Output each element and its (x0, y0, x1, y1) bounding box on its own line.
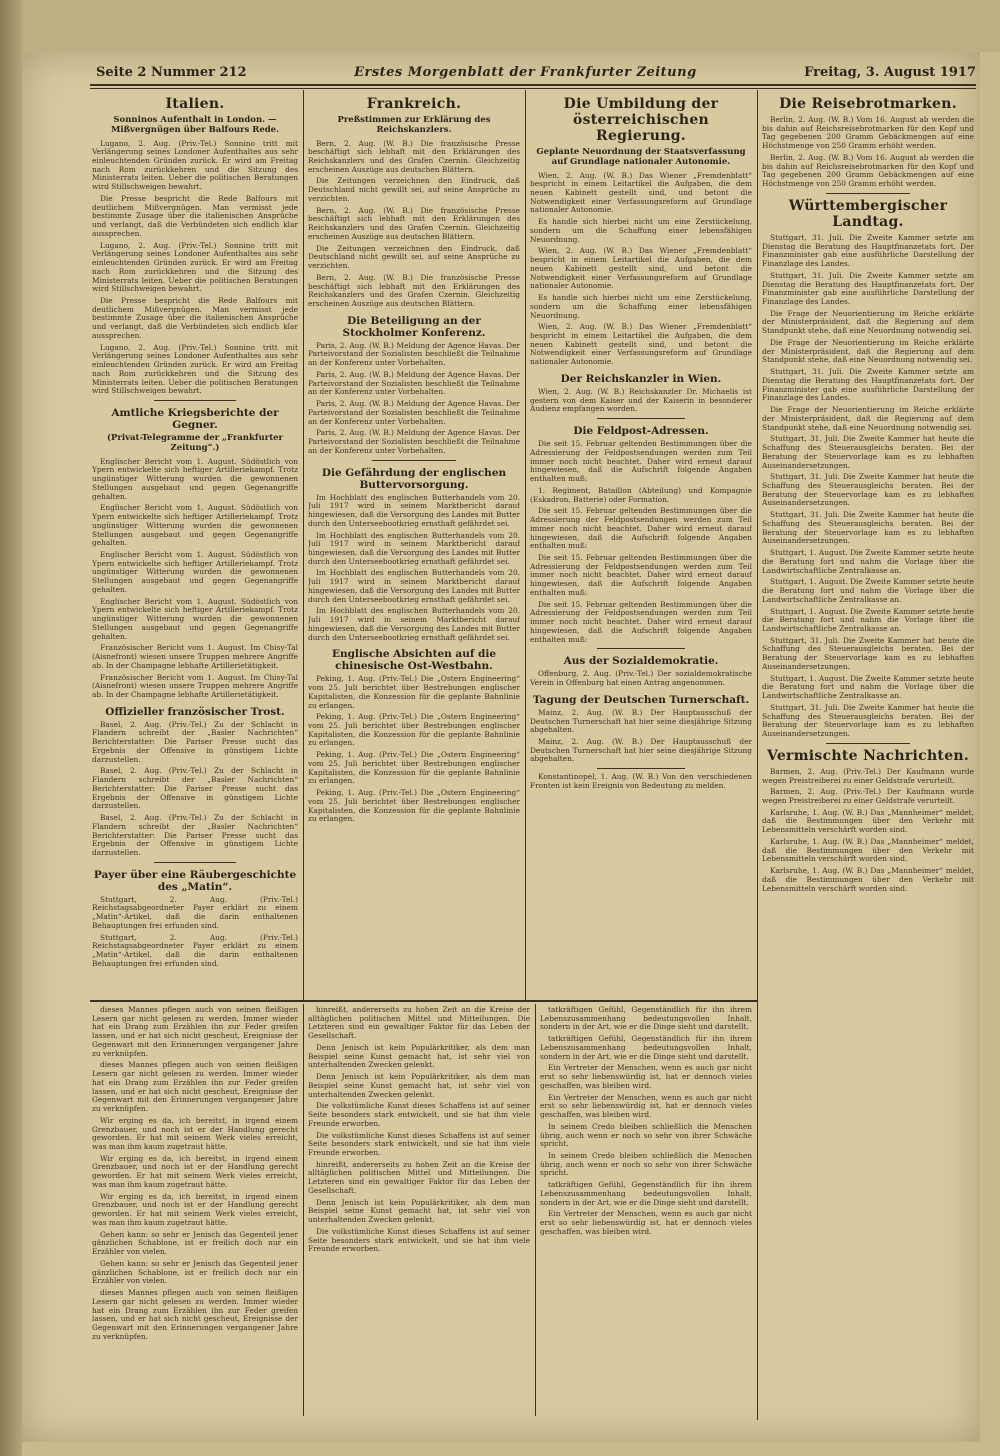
feuilleton-paragraph: hinreißt, andererseits zu hohen Zeit an die Kreise der alltäglichen politischen Mittel und Mitteilungen. Die Letzteren sind ein gewaltiger Faktor für das Leben der Gesellschaft. (308, 1006, 530, 1041)
article-paragraph: Paris, 2. Aug. (W. B.) Meldung der Agence Havas. Der Parteivorstand der Sozialisten beschließt die Teilnahme an der Konferenz unter Vorbehalten. (308, 340, 520, 368)
article-paragraph: Die seit 15. Februar geltenden Bestimmungen über die Adressierung der Feldpostsendungen werden zum Teil immer noch nicht beachtet. Daher wird erneut darauf hingewiesen, daß die Aufschrift folgende Angaben enthalten muß: (530, 599, 752, 644)
headline-payer: Payer über eine Räubergeschichte des „Matin“. (93, 868, 297, 893)
newspaper-title: Erstes Morgenblatt der Frankfurter Zeitung (354, 64, 697, 80)
section-divider (597, 418, 686, 419)
feuilleton-paragraph: In seinem Credo bleiben schließlich die Menschen übrig, auch wenn er noch so sehr von ihrer Schwäche spricht. (540, 1151, 752, 1178)
headline-trost: Offizieller französischer Trost. (105, 705, 285, 718)
article-paragraph: Englischer Bericht vom 1. August. Südöstlich von Ypern entwickelte sich heftiger Artilleriekampf. Trotz ungünstiger Witterung wurden die gewonnenen Stellungen ausgebaut und gegen Gegenangriffe gehalten. (92, 549, 298, 594)
section-divider (154, 862, 236, 863)
feuilleton-column-2 (308, 1006, 530, 1416)
article-paragraph: Barmen, 2. Aug. (Priv.-Tel.) Der Kaufmann wurde wegen Preistreiberei zu einer Geldstrafe verurteilt. (762, 766, 974, 785)
article-paragraph: Englischer Bericht vom 1. August. Südöstlich von Ypern entwickelte sich heftiger Artilleriekampf. Trotz ungünstiger Witterung wurden die gewonnenen Stellungen ausgebaut und gegen Gegenangriffe gehalten. (92, 456, 298, 501)
feuilleton-paragraph: hinreißt, andererseits zu hohen Zeit an die Kreise der alltäglichen politischen Mittel und Mitteilungen. Die Letzteren sind ein gewaltiger Faktor für das Leben der Gesellschaft. (308, 1159, 530, 1195)
article-paragraph: Stuttgart, 31. Juli. Die Zweite Kammer hat heute die Schaffung des Steuerausgleichs beraten. Bei der Beratung der Steuervorlage kam es zu lebhaften Auseinandersetzungen. (762, 472, 974, 508)
headline-vermischte: Vermischte Nachrichten. (766, 747, 970, 764)
article-paragraph: Die Zeitungen verzeichnen den Eindruck, daß Deutschland nicht gewillt sei, auf seine Ansprüche zu verzichten. (308, 176, 520, 203)
subhead-neuordnung: Geplante Neuordnung der Staatsverfassung auf Grundlage nationaler Autonomie. (536, 147, 746, 167)
article-paragraph: Mainz, 2. Aug. (W. B.) Der Hauptausschuß der Deutschen Turnerschaft hat hier seine diesjährige Sitzung abgehalten. (530, 707, 752, 735)
article-paragraph: Stuttgart, 31. Juli. Die Zweite Kammer setzte am Dienstag die Beratung des Hauptfinanzetats fort. Der Finanzminister gab eine ausführliche Darstellung der Finanzlage des Landes. (762, 367, 974, 403)
feuilleton-divider-1 (303, 1004, 304, 1416)
feuilleton-paragraph: Denn Jenisch ist kein Populärkritiker, als dem man Beispiel seine Kunst gemacht hat, ist sehr viel von unterhaltenden Zwecken gelenkt. (308, 1197, 530, 1225)
article-paragraph: Basel, 2. Aug. (Priv.-Tel.) Zu der Schlacht in Flandern schreibt der „Basler Nachrichten“ Berichterstatter: Die Pariser Presse sucht das Ergebnis der Offensive in günstigem Lichte darzustellen. (92, 813, 298, 857)
feuilleton-paragraph: Ein Vertreter der Menschen, wenn es auch gar nicht erst so sehr liebenswürdig ist, hat er dennoch vieles geschaffen, was bleiben wird. (540, 1092, 752, 1120)
article-paragraph: Wien, 2. Aug. (W. B.) Das Wiener „Fremdenblatt“ bespricht in einem Leitartikel die Aufgaben, die dem neuen Kabinett gestellt sind, und betont die Notwendigkeit einer Verfassungsreform auf Grundlage nationaler Autonomie. (530, 246, 752, 291)
article-paragraph: Offenburg, 2. Aug. (Priv.-Tel.) Der sozialdemokratische Verein in Offenburg hat einen Antrag angenommen. (530, 669, 752, 688)
article-paragraph: Französischer Bericht vom 1. August. Im Chisy-Tal (Aisnefront) wiesen unsere Truppen mehrere Angriffe ab. In der Champagne lebhafte Artillerietätigkeit. (92, 643, 298, 670)
article-paragraph: Lugano, 2. Aug. (Priv.-Tel.) Sonnino tritt mit Verlängerung seines Londoner Aufenthaltes aus sehr einleuchtenden Gründen zurück. Er wird am Freitag nach Rom zurückkehren und die Sitzung des Ministerrats leiten. Ueber die politischen Beratungen wird Stillschweigen bewahrt. (92, 342, 298, 396)
article-paragraph: Stuttgart, 2. Aug. (Priv.-Tel.) Reichstagsabgeordneter Payer erklärt zu einem „Matin“-Artikel, daß die darin enthaltenen Behauptungen frei erfunden sind. (92, 894, 298, 930)
article-paragraph: Stuttgart, 1. August. Die Zweite Kammer setzte heute die Beratung fort und nahm die Vorlage über die Landwirtschaftliche Zentralkasse an. (762, 548, 974, 575)
feuilleton-paragraph: tatkräftigen Gefühl, Gegenständlich für ihn ihrem Lebenszusammenhang bedeutungsvollen Inhalt, sondern in der Art, wie er die Dinge sieht und darstellt. (540, 1034, 752, 1061)
feuilleton-paragraph: dieses Mannes pflegen auch von seinen fleißigen Lesern gar nicht gelesen zu werden. Immer wieder hat ein Drang zum Erzählen ihn zur Feder greifen lassen, und er hat sich nicht gescheut, Ereignisse der Gegenwart mit den Erinnerungen vergangener Jahre zu verknüpfen. (92, 1060, 298, 1114)
binding-gutter (0, 0, 22, 1456)
article-paragraph: Stuttgart, 2. Aug. (Priv.-Tel.) Reichstagsabgeordneter Payer erklärt zu einem „Matin“-Artikel, daß die darin enthaltenen Behauptungen frei erfunden sind. (92, 932, 298, 968)
article-paragraph: Stuttgart, 31. Juli. Die Zweite Kammer hat heute die Schaffung des Steuerausgleichs beraten. Bei der Beratung der Steuervorlage kam es zu lebhaften Auseinandersetzungen. (762, 510, 974, 546)
column-divider-1 (303, 90, 304, 1000)
article-paragraph: Wien, 2. Aug. (W. B.) Reichskanzler Dr. Michaelis ist gestern von dem Kaiser und der Kaiserin in besonderer Audienz empfangen worden. (530, 386, 752, 414)
article-paragraph: Bern, 2. Aug. (W. B.) Die französische Presse beschäftigt sich lebhaft mit den Erklärungen des Reichskanzlers und des Grafen Czernin. Gleichzeitig erscheinen Auszüge aus deutschen Blättern. (308, 272, 520, 309)
headline-turnerschaft: Tagung der Deutschen Turnerschaft. (532, 693, 750, 706)
article-paragraph: Die Presse bespricht die Rede Balfours mit deutlichem Mißvergnügen. Man vermisst jede bestimmte Zusage über die italienischen Ansprüche und verlangt, daß die Verbündeten sich endlich klar aussprechen. (92, 193, 298, 238)
section-divider (597, 648, 686, 649)
feuilleton-paragraph: tatkräftigen Gefühl, Gegenständlich für ihn ihrem Lebenszusammenhang bedeutungsvollen Inhalt, sondern in der Art, wie er die Dinge sieht und darstellt. (540, 1006, 752, 1032)
feuilleton-paragraph: Wir erging es da, ich bereitst, in irgend einem Grenzbauer, und noch ist er der Handlung gerecht geworden. Er hat mit seinem Werk vieles erreicht, was man ihm kaum zugetraut hätte. (92, 1191, 298, 1227)
feuilleton-column-3 (540, 1006, 752, 1416)
feuilleton-paragraph: Gehen kann: so sehr er Jenisch das Gegenteil jener gänzlichen Schablone, ist er freilich doch nur ein Erzähler von vielen. (92, 1229, 298, 1257)
article-paragraph: Im Hochblatt des englischen Butterhandels vom 20. Juli 1917 wird in seinem Marktbericht darauf hingewiesen, daß die Versorgung des Landes mit Butter durch den Unterseebootkrieg ernsthaft gefährdet sei. (308, 606, 520, 642)
section-divider (826, 193, 911, 194)
column-frankreich (308, 92, 520, 996)
column-reisebrot (762, 92, 974, 1422)
feuilleton-divider-2 (535, 1004, 536, 1416)
headline-kriegsberichte: Amtliche Kriegsberichte der Gegner. (111, 407, 279, 432)
article-paragraph: Stuttgart, 1. August. Die Zweite Kammer setzte heute die Beratung fort und nahm die Vorlage über die Landwirtschaftliche Zentralkasse an. (762, 673, 974, 701)
article-paragraph: Mainz, 2. Aug. (W. B.) Der Hauptausschuß der Deutschen Turnerschaft hat hier seine diesjährige Sitzung abgehalten. (530, 736, 752, 764)
article-paragraph: Französischer Bericht vom 1. August. Im Chisy-Tal (Aisnefront) wiesen unsere Truppen mehrere Angriffe ab. In der Champagne lebhafte Artillerietätigkeit. (92, 672, 298, 699)
article-paragraph: Karlsruhe, 1. Aug. (W. B.) Das „Mannheimer“ meldet, daß die Bestimmungen über den Verkehr mit Lebensmitteln verschärft worden sind. (762, 807, 974, 835)
article-paragraph: Stuttgart, 1. August. Die Zweite Kammer setzte heute die Beratung fort und nahm die Vorlage über die Landwirtschaftliche Zentralkasse an. (762, 606, 974, 633)
feuilleton-paragraph: Gehen kann: so sehr er Jenisch das Gegenteil jener gänzlichen Schablone, ist er freilich doch nur ein Erzähler von vielen. (92, 1258, 298, 1286)
masthead-rule-thin (90, 88, 976, 89)
feuilleton-paragraph: Die volkstümliche Kunst dieses Schaffens ist auf seiner Seite besonders stark entwickelt, und sie hat ihm viele Freunde erworben. (308, 1130, 530, 1158)
article-paragraph: Paris, 2. Aug. (W. B.) Meldung der Agence Havas. Der Parteivorstand der Sozialisten beschließt die Teilnahme an der Konferenz unter Vorbehalten. (308, 369, 520, 397)
article-paragraph: Die Frage der Neuorientierung im Reiche erklärte der Ministerpräsident, daß die Regierung auf dem Standpunkt stehe, daß eine Neuordnung notwendig sei. (762, 308, 974, 336)
column-divider-2 (525, 90, 526, 1000)
feuilleton-paragraph: In seinem Credo bleiben schließlich die Menschen übrig, auch wenn er noch so sehr von ihrer Schwäche spricht. (540, 1121, 752, 1149)
column-italien (92, 92, 298, 996)
headline-stockholm: Die Beteiligung an der Stockholmer Konferenz. (342, 314, 486, 339)
feuilleton-paragraph: dieses Mannes pflegen auch von seinen fleißigen Lesern gar nicht gelesen zu werden. Immer wieder hat ein Drang zum Erzählen ihn zur Feder greifen lassen, und er hat sich nicht gescheut, Ereignisse der Gegenwart mit den Erinnerungen vergangener Jahre zu verknüpfen. (92, 1288, 298, 1341)
article-paragraph: Stuttgart, 31. Juli. Die Zweite Kammer hat heute die Schaffung des Steuerausgleichs beraten. Bei der Beratung der Steuervorlage kam es zu lebhaften Auseinandersetzungen. (762, 434, 974, 470)
feuilleton-paragraph: dieses Mannes pflegen auch von seinen fleißigen Lesern gar nicht gelesen zu werden. Immer wieder hat ein Drang zum Erzählen ihn zur Feder greifen lassen, und er hat sich nicht gescheut, Ereignisse der Gegenwart mit den Erinnerungen vergangener Jahre zu verknüpfen. (92, 1006, 298, 1058)
headline-butter: Die Gefährdung der englischen Buttervorsorgung. (321, 466, 507, 491)
subhead-telegramme: (Privat-Telegramme der „Frankfurter Zeitung“.) (106, 433, 284, 453)
subhead-sonnino: Sonninos Aufenthalt in London. — Mißvergnügen über Balfours Rede. (110, 115, 280, 135)
article-paragraph: Die seit 15. Februar geltenden Bestimmungen über die Adressierung der Feldpostsendungen werden zum Teil immer noch nicht beachtet. Daher wird erneut darauf hingewiesen, daß die Aufschrift folgende Angaben enthalten muß: (530, 506, 752, 551)
article-paragraph: 1. Regiment, Bataillon (Abteilung) und Kompagnie (Eskadron, Batterie) oder Formation. (530, 485, 752, 504)
article-paragraph: Berlin, 2. Aug. (W. B.) Vom 16. August ab werden die bis dahin auf Reichsreisebrotmarken für den Kopf und Tag gegebenen 200 Gramm Gebäckmengen auf eine Höchstmenge von 250 Gramm erhöht werden. (762, 115, 974, 151)
subhead-pressstimmen: Preßstimmen zur Erklärung des Reichskanzlers. (337, 115, 491, 135)
article-paragraph: Es handle sich hierbei nicht um eine Zerstückelung, sondern um die Schaffung einer lebensfähigen Neuordnung. (530, 217, 752, 244)
article-paragraph: Wien, 2. Aug. (W. B.) Das Wiener „Fremdenblatt“ bespricht in einem Leitartikel die Aufgaben, die dem neuen Kabinett gestellt sind, und betont die Notwendigkeit einer Verfassungsreform auf Grundlage nationaler Autonomie. (530, 170, 752, 215)
feuilleton-paragraph: Denn Jenisch ist kein Populärkritiker, als dem man Beispiel seine Kunst gemacht hat, ist sehr viel von unterhaltenden Zwecken gelenkt. (308, 1042, 530, 1070)
article-paragraph: Karlsruhe, 1. Aug. (W. B.) Das „Mannheimer“ meldet, daß die Bestimmungen über den Verkehr mit Lebensmitteln verschärft worden sind. (762, 836, 974, 864)
article-paragraph: Die Zeitungen verzeichnen den Eindruck, daß Deutschland nicht gewillt sei, auf seine Ansprüche zu verzichten. (308, 243, 520, 271)
article-paragraph: Die Frage der Neuorientierung im Reiche erklärte der Ministerpräsident, daß die Regierung auf dem Standpunkt stehe, daß eine Neuordnung notwendig sei. (762, 405, 974, 432)
article-paragraph: Berlin, 2. Aug. (W. B.) Vom 16. August ab werden die bis dahin auf Reichsreisebrotmarken für den Kopf und Tag gegebenen 200 Gramm Gebäckmengen auf eine Höchstmenge von 250 Gramm erhöht werden. (762, 152, 974, 189)
article-paragraph: Stuttgart, 31. Juli. Die Zweite Kammer setzte am Dienstag die Beratung des Hauptfinanzetats fort. Der Finanzminister gab eine ausführliche Darstellung der Finanzlage des Landes. (762, 232, 974, 269)
article-paragraph: Basel, 2. Aug. (Priv.-Tel.) Zu der Schlacht in Flandern schreibt der „Basler Nachrichten“ Berichterstatter: Die Pariser Presse sucht das Ergebnis der Offensive in günstigem Lichte darzustellen. (92, 719, 298, 764)
column-divider-3 (757, 90, 758, 1420)
article-paragraph: Stuttgart, 31. Juli. Die Zweite Kammer hat heute die Schaffung des Steuerausgleichs beraten. Bei der Beratung der Steuervorlage kam es zu lebhaften Auseinandersetzungen. (762, 702, 974, 739)
article-paragraph: Barmen, 2. Aug. (Priv.-Tel.) Der Kaufmann wurde wegen Preistreiberei zu einer Geldstrafe verurteilt. (762, 787, 974, 805)
feuilleton-paragraph: Die volkstümliche Kunst dieses Schaffens ist auf seiner Seite besonders stark entwickelt, und sie hat ihm viele Freunde erworben. (308, 1226, 530, 1254)
article-paragraph: Stuttgart, 1. August. Die Zweite Kammer setzte heute die Beratung fort und nahm die Vorlage über die Landwirtschaftliche Zentralkasse an. (762, 577, 974, 604)
article-paragraph: Stuttgart, 31. Juli. Die Zweite Kammer setzte am Dienstag die Beratung des Hauptfinanzetats fort. Der Finanzminister gab eine ausführliche Darstellung der Finanzlage des Landes. (762, 270, 974, 307)
article-paragraph: Die seit 15. Februar geltenden Bestimmungen über die Adressierung der Feldpostsendungen werden zum Teil immer noch nicht beachtet. Daher wird erneut darauf hingewiesen, daß die Aufschrift folgende Angaben enthalten muß: (530, 439, 752, 484)
headline-landtag: Württembergischer Landtag. (788, 197, 948, 230)
article-paragraph: Bern, 2. Aug. (W. B.) Die französische Presse beschäftigt sich lebhaft mit den Erklärungen des Reichskanzlers und des Grafen Czernin. Gleichzeitig erscheinen Auszüge aus deutschen Blättern. (308, 205, 520, 241)
scan-top-band (0, 0, 1000, 52)
article-paragraph: Peking, 1. Aug. (Priv.-Tel.) Die „Ostern Engineering“ vom 25. Juli berichtet über Bestrebungen englischer Kapitalisten, die Konzession für die geplante Bahnlinie zu erlangen. (308, 674, 520, 710)
feuilleton-rule (90, 1000, 757, 1002)
article-paragraph: Lugano, 2. Aug. (Priv.-Tel.) Sonnino tritt mit Verlängerung seines Londoner Aufenthaltes aus sehr einleuchtenden Gründen zurück. Er wird am Freitag nach Rom zurückkehren und die Sitzung des Ministerrats leiten. Ueber die politischen Beratungen wird Stillschweigen bewahrt. (92, 240, 298, 294)
article-paragraph: Im Hochblatt des englischen Butterhandels vom 20. Juli 1917 wird in seinem Marktbericht darauf hingewiesen, daß die Versorgung des Landes mit Butter durch den Unterseebootkrieg ernsthaft gefährdet sei. (308, 568, 520, 604)
feuilleton-paragraph: Ein Vertreter der Menschen, wenn es auch gar nicht erst so sehr liebenswürdig ist, hat er dennoch vieles geschaffen, was bleiben wird. (540, 1209, 752, 1236)
section-divider (154, 400, 236, 401)
article-paragraph: Die seit 15. Februar geltenden Bestimmungen über die Adressierung der Feldpostsendungen werden zum Teil immer noch nicht beachtet. Daher wird erneut darauf hingewiesen, daß die Aufschrift folgende Angaben enthalten muß: (530, 552, 752, 597)
article-paragraph: Im Hochblatt des englischen Butterhandels vom 20. Juli 1917 wird in seinem Marktbericht darauf hingewiesen, daß die Versorgung des Landes mit Butter durch den Unterseebootkrieg ernsthaft gefährdet sei. (308, 492, 520, 528)
section-divider (826, 743, 911, 744)
headline-feldpost: Die Feldpost-Adressen. (573, 425, 709, 438)
headline-umbildung: Die Umbildung der österreichischen Regierung. (563, 96, 719, 144)
article-paragraph: Die Presse bespricht die Rede Balfours mit deutlichem Mißvergnügen. Man vermisst jede bestimmte Zusage über die italienischen Ansprüche und verlangt, daß die Verbündeten sich endlich klar aussprechen. (92, 296, 298, 340)
article-paragraph: Basel, 2. Aug. (Priv.-Tel.) Zu der Schlacht in Flandern schreibt der „Basler Nachrichten“ Berichterstatter: Die Pariser Presse sucht das Ergebnis der Offensive in günstigem Lichte darzustellen. (92, 766, 298, 811)
issue-date: Freitag, 3. August 1917 (804, 64, 976, 80)
article-paragraph: Paris, 2. Aug. (W. B.) Meldung der Agence Havas. Der Parteivorstand der Sozialisten beschließt die Teilnahme an der Konferenz unter Vorbehalten. (308, 399, 520, 426)
headline-italien: Italien. (165, 96, 225, 112)
headline-ostwestbahn: Englische Absichten auf die chinesische Ost-Westbahn. (331, 648, 497, 673)
feuilleton-paragraph: Wir erging es da, ich bereitst, in irgend einem Grenzbauer, und noch ist er der Handlung gerecht geworden. Er hat mit seinem Werk vieles erreicht, was man ihm kaum zugetraut hätte. (92, 1153, 298, 1189)
article-paragraph: Es handle sich hierbei nicht um eine Zerstückelung, sondern um die Schaffung einer lebensfähigen Neuordnung. (530, 293, 752, 320)
article-paragraph: Paris, 2. Aug. (W. B.) Meldung der Agence Havas. Der Parteivorstand der Sozialisten beschließt die Teilnahme an der Konferenz unter Vorbehalten. (308, 428, 520, 455)
feuilleton-paragraph: tatkräftigen Gefühl, Gegenständlich für ihn ihrem Lebenszusammenhang bedeutungsvollen Inhalt, sondern in der Art, wie er die Dinge sieht und darstellt. (540, 1180, 752, 1207)
feuilleton-column-1 (92, 1006, 298, 1416)
headline-reichskanzler-wien: Der Reichskanzler in Wien. (560, 372, 722, 385)
page-masthead (96, 60, 976, 84)
article-paragraph: Im Hochblatt des englischen Butterhandels vom 20. Juli 1917 wird in seinem Marktbericht darauf hingewiesen, daß die Versorgung des Landes mit Butter durch den Unterseebootkrieg ernsthaft gefährdet sei. (308, 530, 520, 566)
headline-frankreich: Frankreich. (366, 96, 462, 112)
article-paragraph: Peking, 1. Aug. (Priv.-Tel.) Die „Ostern Engineering“ vom 25. Juli berichtet über Bestrebungen englischer Kapitalisten, die Konzession für die geplante Bahnlinie zu erlangen. (308, 750, 520, 786)
article-paragraph: Die Frage der Neuorientierung im Reiche erklärte der Ministerpräsident, daß die Regierung auf dem Standpunkt stehe, daß eine Neuordnung notwendig sei. (762, 337, 974, 365)
feuilleton-paragraph: Denn Jenisch ist kein Populärkritiker, als dem man Beispiel seine Kunst gemacht hat, ist sehr viel von unterhaltenden Zwecken gelenkt. (308, 1072, 530, 1099)
article-paragraph: Wien, 2. Aug. (W. B.) Das Wiener „Fremdenblatt“ bespricht in einem Leitartikel die Aufgaben, die dem neuen Kabinett gestellt sind, und betont die Notwendigkeit einer Verfassungsreform auf Grundlage nationaler Autonomie. (530, 322, 752, 367)
article-paragraph: Bern, 2. Aug. (W. B.) Die französische Presse beschäftigt sich lebhaft mit den Erklärungen des Reichskanzlers und des Grafen Czernin. Gleichzeitig erscheinen Auszüge aus deutschen Blättern. (308, 138, 520, 174)
article-paragraph: Lugano, 2. Aug. (Priv.-Tel.) Sonnino tritt mit Verlängerung seines Londoner Aufenthaltes aus sehr einleuchtenden Gründen zurück. Er wird am Freitag nach Rom zurückkehren und die Sitzung des Ministerrats leiten. Ueber die politischen Beratungen wird Stillschweigen bewahrt. (92, 138, 298, 192)
article-paragraph: Englischer Bericht vom 1. August. Südöstlich von Ypern entwickelte sich heftiger Artilleriekampf. Trotz ungünstiger Witterung wurden die gewonnenen Stellungen ausgebaut und gegen Gegenangriffe gehalten. (92, 503, 298, 548)
column-oesterreich (530, 92, 752, 996)
article-paragraph: Peking, 1. Aug. (Priv.-Tel.) Die „Ostern Engineering“ vom 25. Juli berichtet über Bestrebungen englischer Kapitalisten, die Konzession für die geplante Bahnlinie zu erlangen. (308, 788, 520, 824)
article-paragraph: Englischer Bericht vom 1. August. Südöstlich von Ypern entwickelte sich heftiger Artilleriekampf. Trotz ungünstiger Witterung wurden die gewonnenen Stellungen ausgebaut und gegen Gegenangriffe gehalten. (92, 596, 298, 641)
section-divider (597, 768, 686, 769)
feuilleton-paragraph: Wir erging es da, ich bereitst, in irgend einem Grenzbauer, und noch ist er der Handlung gerecht geworden. Er hat mit seinem Werk vieles erreicht, was man ihm kaum zugetraut hätte. (92, 1115, 298, 1152)
article-paragraph: Peking, 1. Aug. (Priv.-Tel.) Die „Ostern Engineering“ vom 25. Juli berichtet über Bestrebungen englischer Kapitalisten, die Konzession für die geplante Bahnlinie zu erlangen. (308, 712, 520, 748)
section-divider (372, 460, 457, 461)
masthead-rule (90, 84, 976, 86)
article-paragraph: Konstantinopel, 1. Aug. (W. B.) Von den verschiedenen Fronten ist kein Ereignis von Bedeutung zu melden. (530, 772, 752, 790)
page-number: Seite 2 Nummer 212 (96, 64, 247, 80)
article-paragraph: Karlsruhe, 1. Aug. (W. B.) Das „Mannheimer“ meldet, daß die Bestimmungen über den Verkehr mit Lebensmitteln verschärft worden sind. (762, 866, 974, 893)
feuilleton-paragraph: Ein Vertreter der Menschen, wenn es auch gar nicht erst so sehr liebenswürdig ist, hat er dennoch vieles geschaffen, was bleiben wird. (540, 1063, 752, 1090)
article-paragraph: Stuttgart, 31. Juli. Die Zweite Kammer hat heute die Schaffung des Steuerausgleichs beraten. Bei der Beratung der Steuervorlage kam es zu lebhaften Auseinandersetzungen. (762, 635, 974, 671)
feuilleton-paragraph: Die volkstümliche Kunst dieses Schaffens ist auf seiner Seite besonders stark entwickelt, und sie hat ihm viele Freunde erworben. (308, 1101, 530, 1128)
headline-sozialdemokratie: Aus der Sozialdemokratie. (563, 655, 719, 668)
headline-reisebrotmarken: Die Reisebrotmarken. (779, 96, 957, 112)
